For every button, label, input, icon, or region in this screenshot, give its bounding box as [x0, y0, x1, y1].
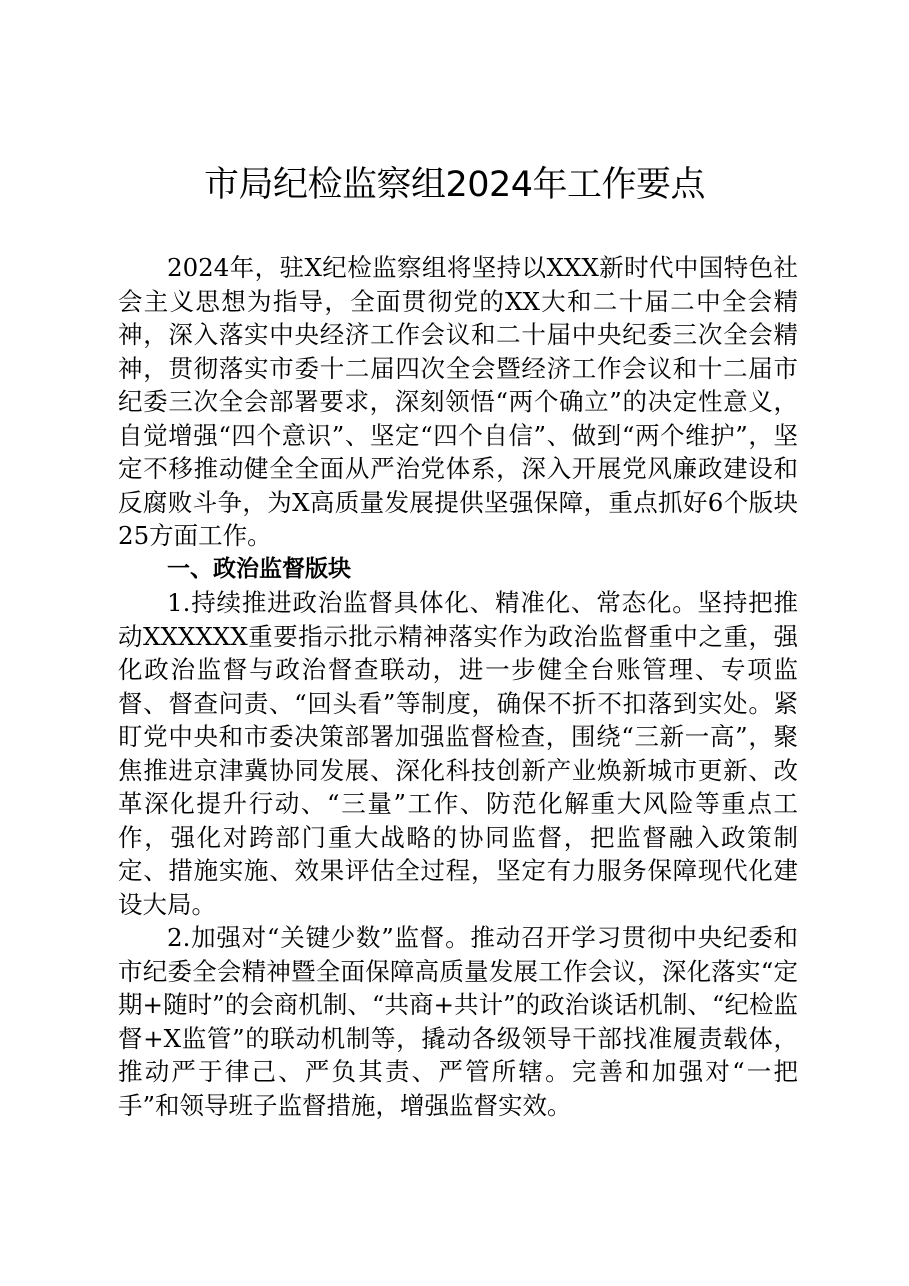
document-body — [118, 251, 798, 1122]
intro-paragraph: 2024年，驻X纪检监察组将坚持以XXX新时代中国特色社会主义思想为指导，全面贯彻党的XX大和二十届二中全会精神，深入落实中央经济工作会议和二十届中央纪委三次全会精神，贯彻落实市委十二届四次全会暨经济工作会议和十二届市纪委三次全会部署要求，深刻领悟“两个确立”的决定性意义，自觉增强“四个意识”、坚定“四个自信”、做到“两个维护”，坚定不移推动健全全面从严治党体系，深入开展党风廉政建设和反腐败斗争，为X高质量发展提供坚强保障，重点抓好6个版块25方面工作。 — [118, 253, 798, 550]
item-2-paragraph: 2.加强对“关键少数”监督。推动召开学习贯彻中央纪委和市纪委全会精神暨全面保障高质量发展工作会议，深化落实“定期+随时”的会商机制、“共商+共计”的政治谈话机制、“纪检监督+X监管”的联动机制等，撬动各级领导干部找准履责载体，推动严于律己、严负其责、严管所辖。完善和加强对“一把手”和领导班子监督措施，增强监督实效。 — [118, 923, 798, 1120]
section-heading-political-supervision: 一、政治监督版块 — [167, 555, 351, 582]
document-title: 市局纪检监察组2024年工作要点 — [203, 165, 706, 205]
item-1-paragraph: 1.持续推进政治监督具体化、精准化、常态化。坚持把推动XXXXXX重要指示批示精神落实作为政治监督重中之重，强化政治监督与政治督查联动，进一步健全台账管理、专项监督、督查问责、“回头看”等制度，确保不折不扣落到实处。紧盯党中央和市委决策部署加强监督检查，围绕“三新一高”，聚焦推进京津冀协同发展、深化科技创新产业焕新城市更新、改革深化提升行动、“三量”工作、防范化解重大风险等重点工作，强化对跨部门重大战略的协同监督，把监督融入政策制定、措施实施、效果评估全过程，坚定有力服务保障现代化建设大局。 — [118, 588, 798, 919]
